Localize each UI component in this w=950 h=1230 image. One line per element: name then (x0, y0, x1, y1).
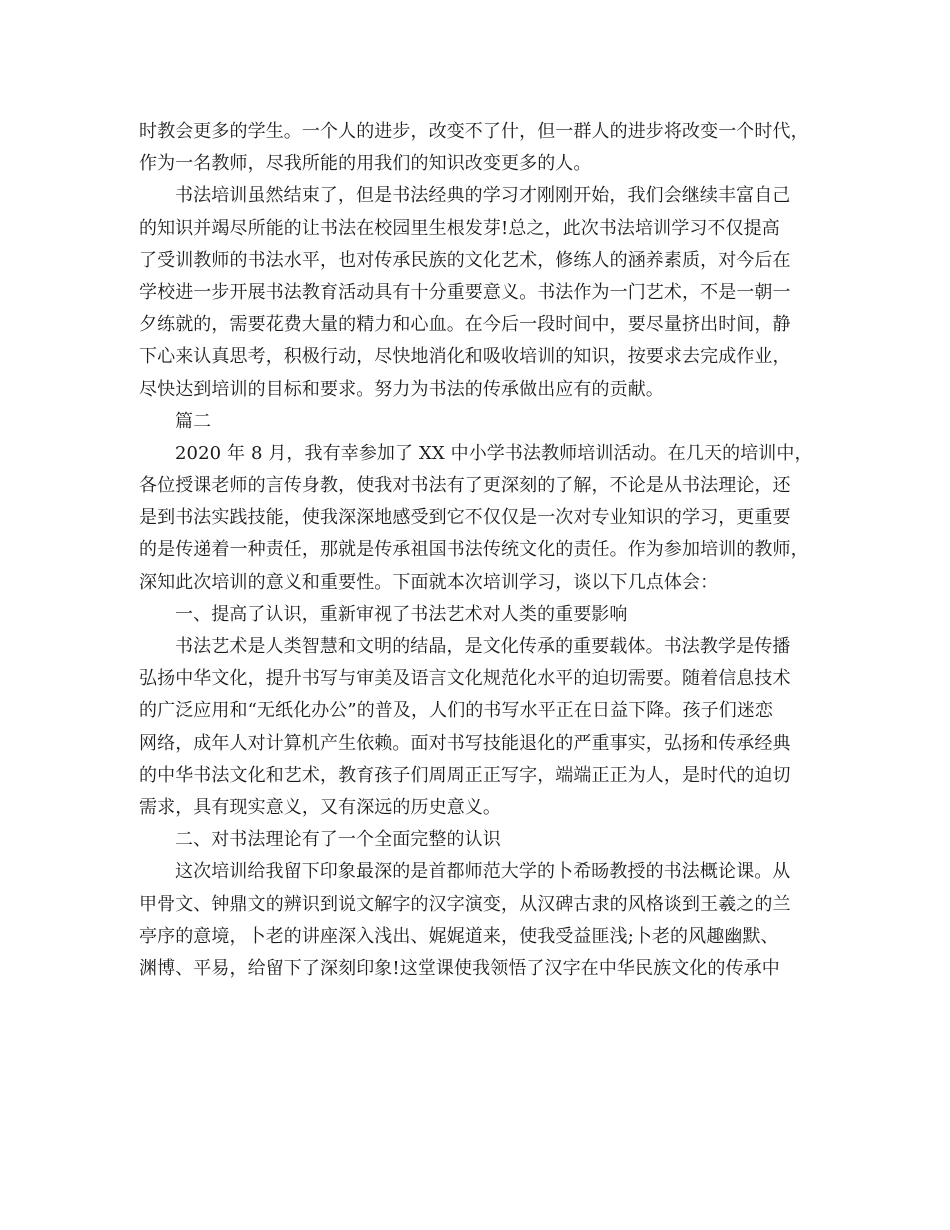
text-line: 各位授课老师的言传身教，使我对书法有了更深刻的了解，不论是从书法理论，还 (139, 475, 791, 497)
text-line: 夕练就的，需要花费大量的精力和心血。在今后一段时间中，要尽量挤出时间，静 (139, 314, 791, 336)
text-line: 书法艺术是人类智慧和文明的结晶，是文化传承的重要载体。书法教学是传播 (175, 636, 791, 657)
body-text (139, 116, 819, 985)
text-line: 2020 年 8 月，我有幸参加了 XX 中小学书法教师培训活动。在几天的培训中， (175, 442, 813, 464)
text-line: 了受训教师的书法水平，也对传承民族的文化艺术，修练人的涵养素质，对今后在 (139, 249, 791, 271)
text-line: 一、提高了认识，重新审视了书法艺术对人类的重要影响 (175, 603, 628, 625)
text-line: 尽快达到培训的目标和要求。努力为书法的传承做出应有的贡献。 (139, 378, 664, 400)
text-line: 甲骨文、钟鼎文的辨识到说文解字的汉字演变，从汉碑古隶的风格谈到王羲之的兰 (139, 893, 791, 915)
text-line: 的中华书法文化和艺术，教育孩子们周周正正写字，端端正正为人，是时代的迫切 (139, 764, 791, 786)
text-line: 二、对书法理论有了一个全面完整的认识 (175, 829, 501, 851)
text-line: 网络，成年人对计算机产生依赖。面对书写技能退化的严重事实，弘扬和传承经典 (139, 732, 791, 754)
text-line: 是到书法实践技能，使我深深地感受到它不仅仅是一次对专业知识的学习，更重要 (139, 507, 791, 529)
text-line: 的广泛应用和“无纸化办公”的普及，人们的书写水平正在日益下降。孩子们迷恋 (139, 700, 774, 722)
text-line: 篇二 (175, 410, 212, 432)
text-line: 的是传递着一种责任，那就是传承祖国书法传统文化的责任。作为参加培训的教师， (139, 539, 809, 561)
text-line: 时教会更多的学生。一个人的进步，改变不了什，但一群人的进步将改变一个时代， (139, 121, 809, 142)
text-line: 作为一名教师，尽我所能的用我们的知识改变更多的人。 (139, 153, 592, 175)
text-line: 书法培训虽然结束了，但是书法经典的学习才刚刚开始，我们会继续丰富自己 (175, 185, 791, 207)
text-line: 渊博、平易，给留下了深刻印象!这堂课使我领悟了汉字在中华民族文化的传承中 (139, 957, 780, 979)
text-line: 学校进一步开展书法教育活动具有十分重要意义。书法作为一门艺术，不是一朝一 (139, 281, 791, 303)
text-line: 的知识并竭尽所能的让书法在校园里生根发芽!总之，此次书法培训学习不仅提高 (139, 217, 780, 239)
text-line: 这次培训给我留下印象最深的是首都师范大学的卜希旸教授的书法概论课。从 (175, 861, 791, 883)
text-line: 下心来认真思考，积极行动，尽快地消化和吸收培训的知识，按要求去完成作业， (139, 346, 791, 368)
text-line: 亭序的意境，卜老的讲座深入浅出、娓娓道来，使我受益匪浅;卜老的风趣幽默、 (139, 925, 779, 947)
text-line: 深知此次培训的意义和重要性。下面就本次培训学习，谈以下几点体会： (139, 571, 719, 593)
text-line: 需求，具有现实意义，又有深远的历史意义。 (139, 796, 501, 818)
text-line: 弘扬中华文化，提升书写与审美及语言文化规范化水平的迫切需要。随着信息技术 (139, 668, 791, 690)
